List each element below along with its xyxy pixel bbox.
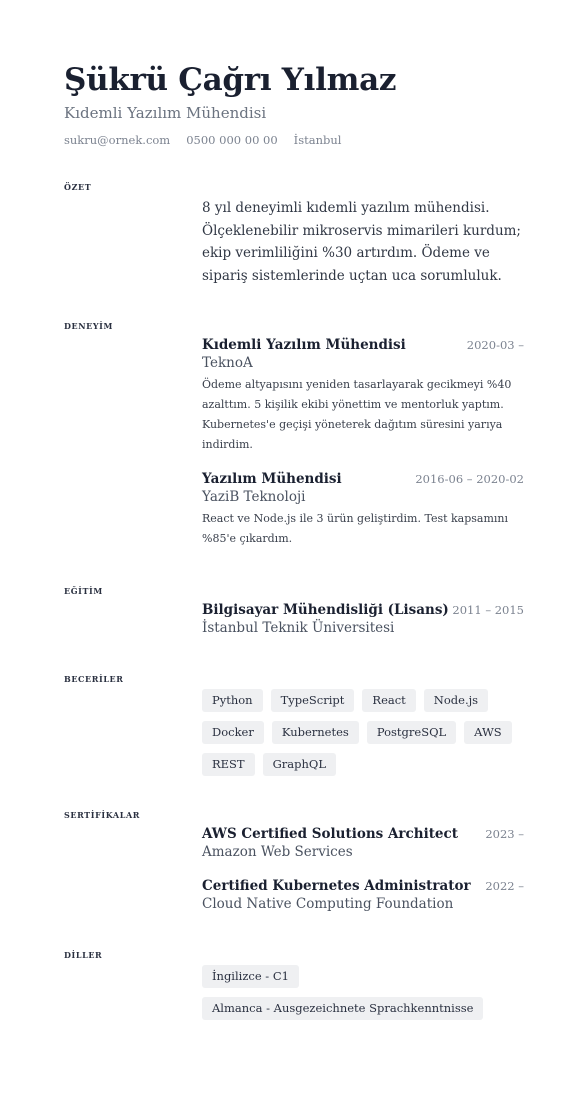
experience-entry (202, 337, 524, 455)
entry-desc: Ödeme altyapısını yeniden tasarlayarak gecikmeyi %40 azalttım. 5 kişilik ekibi yönettim ve mentorluk yaptım. Kubernetes'e geçişi yöneterek dağıtım süresini yarıya indirdim. (202, 378, 512, 451)
candidate-name: Şükrü Çağrı Yılmaz (64, 62, 397, 98)
skill-tag: REST (202, 753, 255, 776)
section-label-experience: DENEYİM (64, 321, 113, 331)
entry-title: Kıdemli Yazılım Mühendisi (202, 337, 406, 353)
contact-info (64, 133, 341, 147)
experience-entry (202, 471, 524, 549)
contact-city: İstanbul (293, 133, 342, 147)
skill-tag: Node.js (424, 689, 488, 712)
section-label-languages: DİLLER (64, 950, 103, 960)
entry-title: Bilgisayar Mühendisliği (Lisans) (202, 602, 449, 618)
section-label-summary: ÖZET (64, 182, 92, 192)
language-tag: İngilizce - C1 (202, 965, 299, 988)
entry-title: AWS Certified Solutions Architect (202, 826, 458, 842)
entry-org: YaziB Teknoloji (202, 489, 306, 505)
section-label-certifications: SERTİFİKALAR (64, 810, 141, 820)
entry-date: 2020-03 – (466, 338, 524, 352)
skill-tag: GraphQL (263, 753, 336, 776)
section-label-education: EĞİTİM (64, 586, 103, 596)
skill-tag: AWS (464, 721, 512, 744)
entry-title: Yazılım Mühendisi (202, 471, 342, 487)
entry-desc: React ve Node.js ile 3 ürün geliştirdim. Test kapsamını %85'e çıkardım. (202, 512, 509, 545)
skill-tag: TypeScript (271, 689, 355, 712)
entry-date: 2022 – (485, 879, 524, 893)
summary-text: 8 yıl deneyimli kıdemli yazılım mühendisi. Ölçeklenebilir mikroservis mimarileri kurdum; ekip verimliliğini %30 artırdım. Ödeme ve sipariş sistemlerinde uçtan uca sorumluluk. (202, 200, 521, 284)
entry-date: 2023 – (485, 827, 524, 841)
education-entry (202, 602, 524, 636)
skills-list (202, 689, 524, 776)
skill-tag: Python (202, 689, 263, 712)
certification-entry (202, 878, 524, 912)
entry-org: Amazon Web Services (202, 844, 353, 860)
entry-date: 2011 – 2015 (452, 603, 524, 617)
candidate-title: Kıdemli Yazılım Mühendisi (64, 104, 267, 122)
entry-title: Certified Kubernetes Administrator (202, 878, 471, 894)
language-tag: Almanca - Ausgezeichnete Sprachkenntnisse (202, 997, 483, 1020)
contact-email[interactable]: sukru@ornek.com (64, 133, 171, 147)
languages-list (202, 965, 524, 1020)
certification-entry (202, 826, 524, 860)
section-label-skills: BECERİLER (64, 674, 124, 684)
skill-tag: Kubernetes (272, 721, 359, 744)
entry-org: İstanbul Teknik Üniversitesi (202, 620, 395, 636)
skill-tag: React (362, 689, 415, 712)
entry-org: Cloud Native Computing Foundation (202, 896, 454, 912)
skill-tag: PostgreSQL (367, 721, 456, 744)
entry-org: TeknoA (202, 355, 253, 371)
skill-tag: Docker (202, 721, 264, 744)
entry-date: 2016-06 – 2020-02 (415, 472, 524, 486)
contact-phone[interactable]: 0500 000 00 00 (186, 133, 278, 147)
